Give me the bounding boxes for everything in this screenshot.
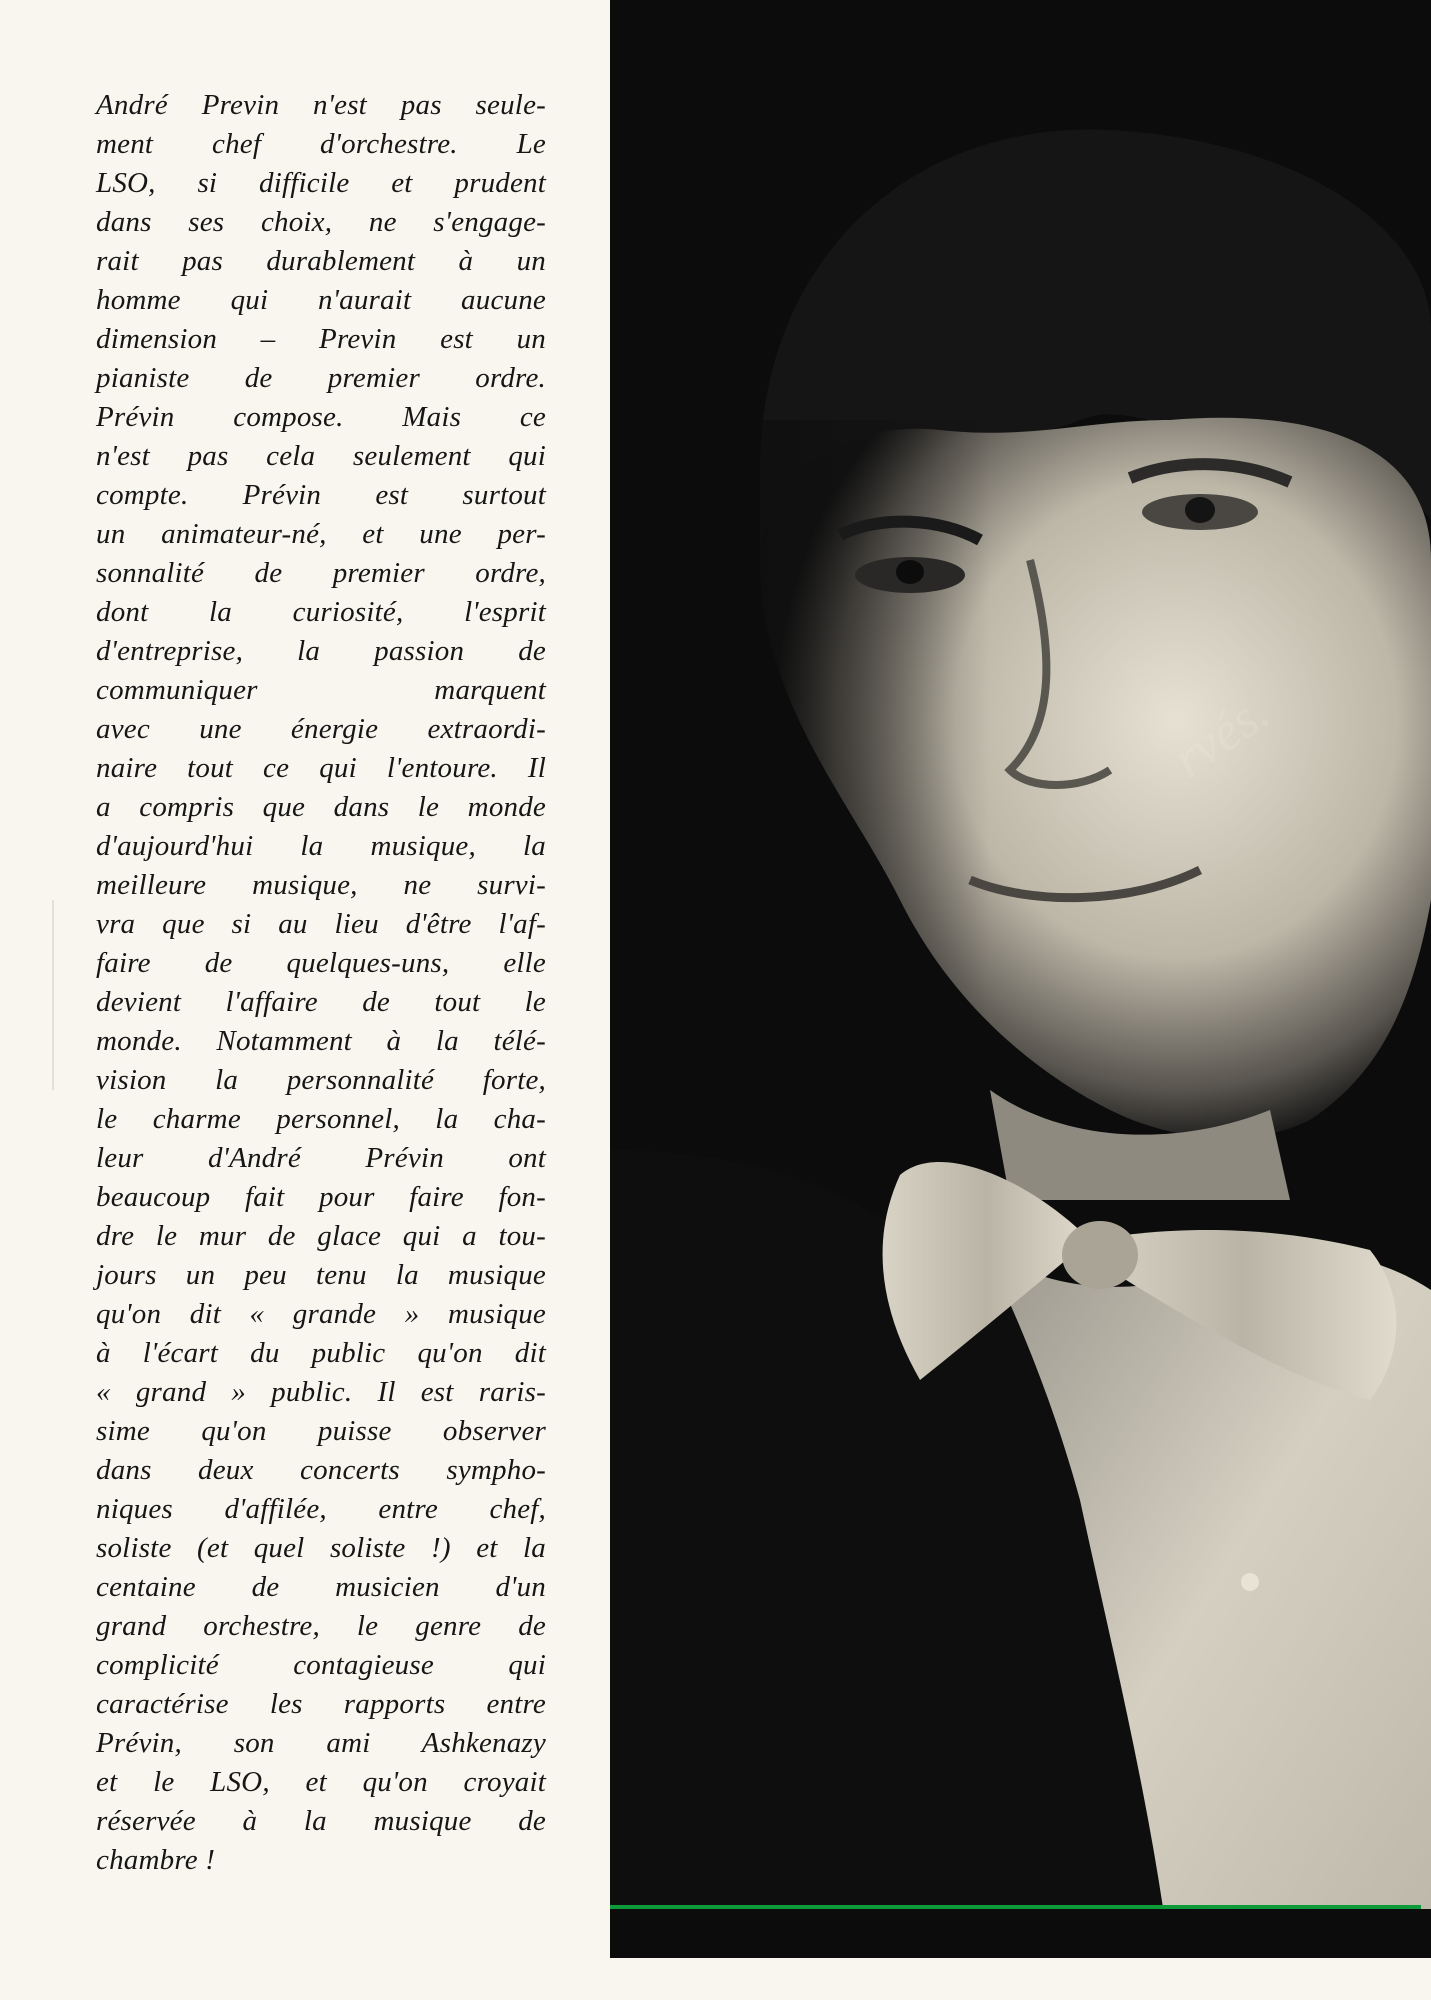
shirt-button <box>1241 1573 1259 1591</box>
page-bottom-margin <box>0 1958 1431 2000</box>
article-line: dans deux concerts sympho- <box>96 1454 546 1486</box>
article-line: grand orchestre, le genre de <box>96 1610 546 1642</box>
article-line: dont la curiosité, l'esprit <box>96 596 546 628</box>
article-line: leur d'André Prévin ont <box>96 1142 546 1174</box>
article-line: dre le mur de glace qui a tou- <box>96 1220 546 1252</box>
article-line: communiquer marquent <box>96 674 546 706</box>
bow-tie-knot <box>1062 1221 1138 1289</box>
watermark: rvés. <box>1161 680 1281 790</box>
article-line: André Previn n'est pas seule- <box>96 89 546 121</box>
article-line: qu'on dit « grande » musique <box>96 1298 546 1330</box>
article-line: avec une énergie extraordi- <box>96 713 546 745</box>
face-shadow <box>610 420 990 1220</box>
article-line: et le LSO, et qu'on croyait <box>96 1766 546 1798</box>
left-pupil <box>896 560 924 584</box>
article-line: LSO, si difficile et prudent <box>96 167 546 199</box>
article-line: rait pas durablement à un <box>96 245 546 277</box>
article-line: à l'écart du public qu'on dit <box>96 1337 546 1369</box>
article-line: faire de quelques-uns, elle <box>96 947 546 979</box>
article-line: réservée à la musique de <box>96 1805 546 1837</box>
article-line: homme qui n'aurait aucune <box>96 284 546 316</box>
article-line: naire tout ce qui l'entoure. Il <box>96 752 546 784</box>
article-line: Prévin compose. Mais ce <box>96 401 546 433</box>
article-line: vision la personnalité forte, <box>96 1064 546 1096</box>
article-line: le charme personnel, la cha- <box>96 1103 546 1135</box>
article-line: compte. Prévin est surtout <box>96 479 546 511</box>
article-line: niques d'affilée, entre chef, <box>96 1493 546 1525</box>
article-line: chambre ! <box>96 1844 216 1876</box>
article-line: ment chef d'orchestre. Le <box>96 128 546 160</box>
article-line: Prévin, son ami Ashkenazy <box>96 1727 546 1759</box>
article-line: sime qu'on puisse observer <box>96 1415 546 1447</box>
article-line: devient l'affaire de tout le <box>96 986 546 1018</box>
article-line: d'entreprise, la passion de <box>96 635 546 667</box>
article-line: sonnalité de premier ordre, <box>96 557 546 589</box>
article-line: dimension – Previn est un <box>96 323 546 355</box>
article-line: caractérise les rapports entre <box>96 1688 546 1720</box>
photo-bottom-strip <box>610 1909 1431 1958</box>
article-line: a compris que dans le monde <box>96 791 546 823</box>
article-line: beaucoup fait pour faire fon- <box>96 1181 546 1213</box>
article-line: « grand » public. Il est raris- <box>96 1376 546 1408</box>
article-line: jours un peu tenu la musique <box>96 1259 546 1291</box>
portrait-illustration <box>610 0 1431 1958</box>
article-line: un animateur-né, et une per- <box>96 518 546 550</box>
green-rule <box>610 1905 1421 1909</box>
right-pupil <box>1185 497 1215 523</box>
article-line: monde. Notamment à la télé- <box>96 1025 546 1057</box>
article-line: dans ses choix, ne s'engage- <box>96 206 546 238</box>
article-line: complicité contagieuse qui <box>96 1649 546 1681</box>
article-line: n'est pas cela seulement qui <box>96 440 546 472</box>
article-line: d'aujourd'hui la musique, la <box>96 830 546 862</box>
article-line: meilleure musique, ne survi- <box>96 869 546 901</box>
article-line: pianiste de premier ordre. <box>96 362 546 394</box>
article-line: vra que si au lieu d'être l'af- <box>96 908 546 940</box>
portrait-photo <box>610 0 1431 1958</box>
article-line: soliste (et quel soliste !) et la <box>96 1532 546 1564</box>
article-text-column <box>96 86 546 1906</box>
article-line: centaine de musicien d'un <box>96 1571 546 1603</box>
scan-artifact-line <box>52 900 54 1090</box>
